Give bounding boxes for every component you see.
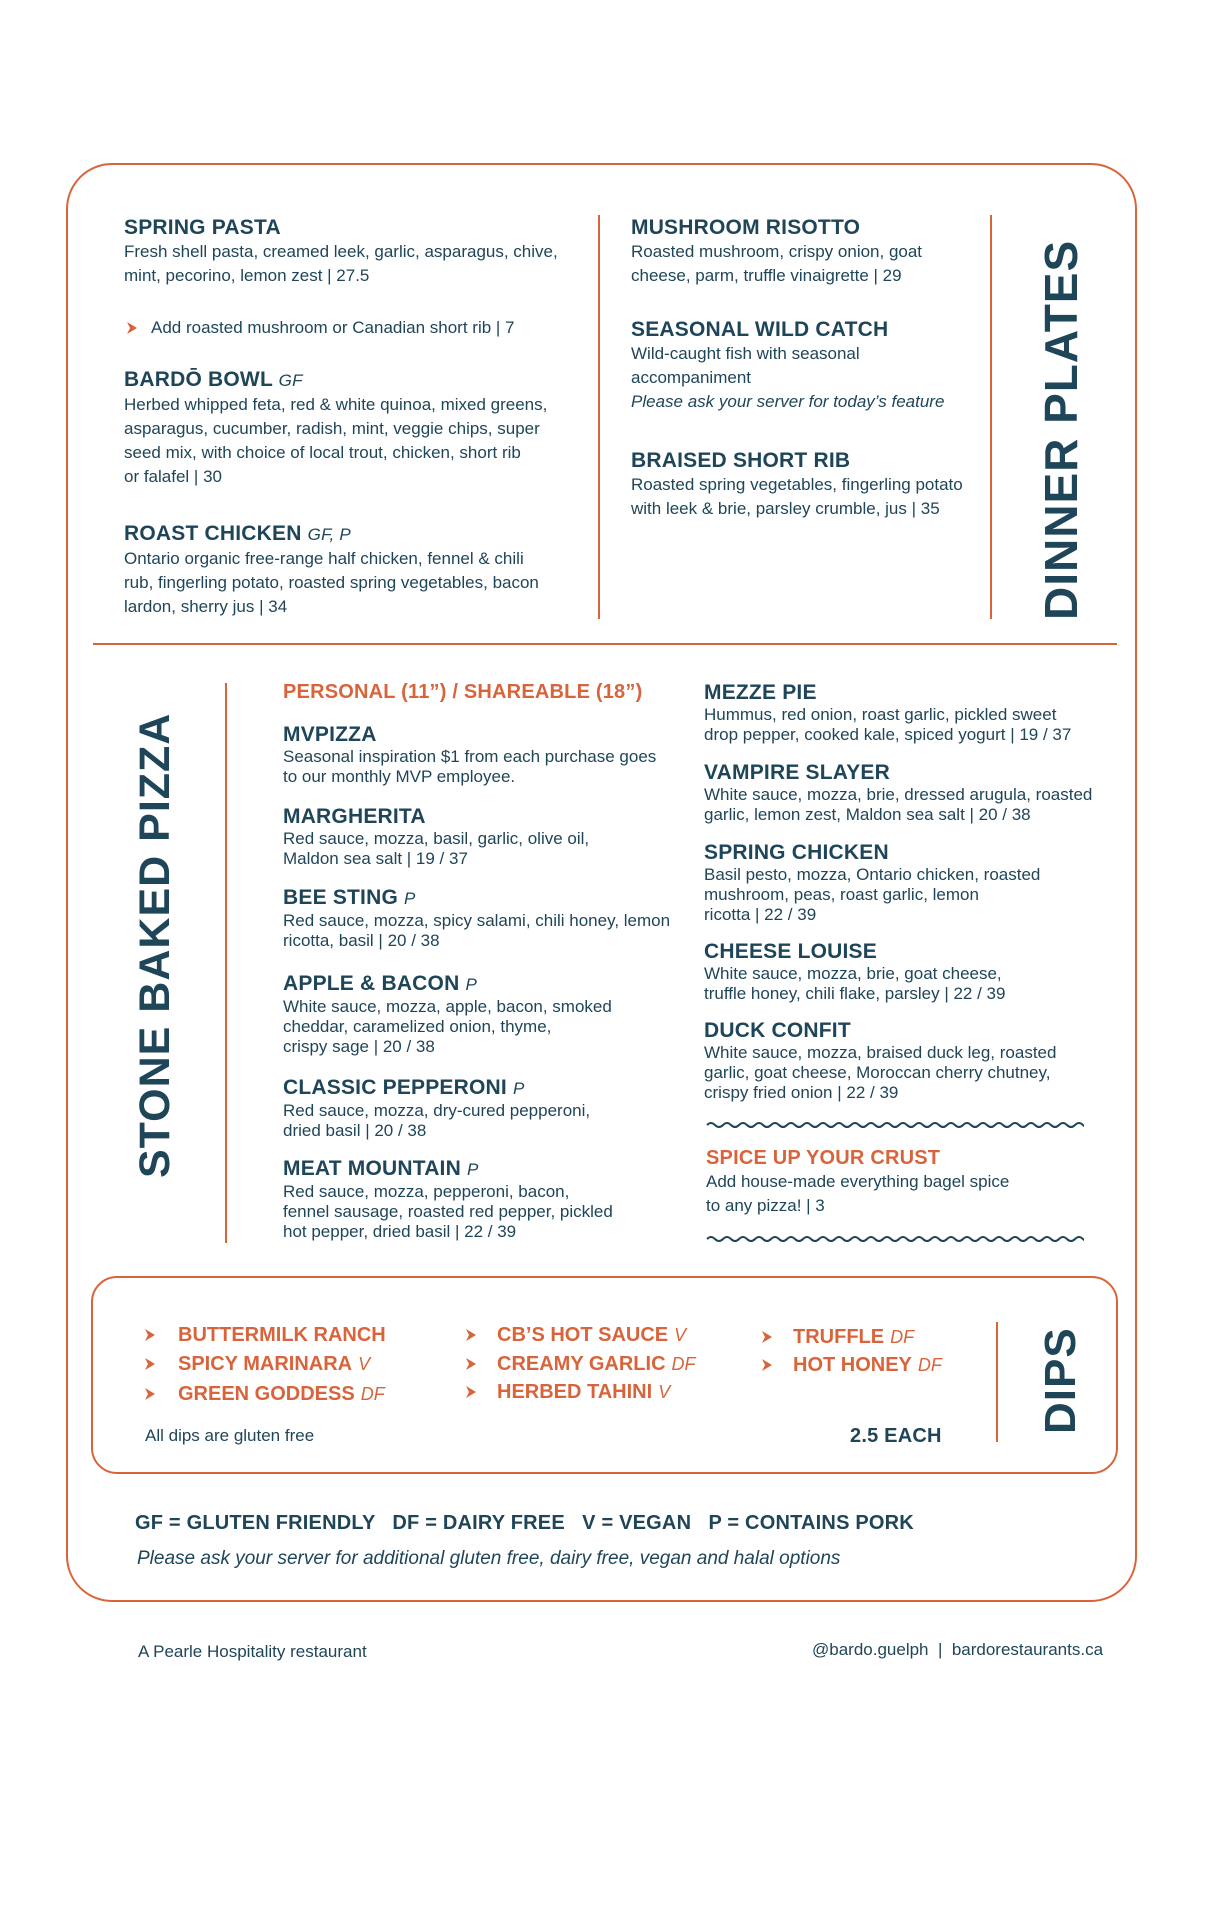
dish-title: MUSHROOM RISOTTO — [631, 216, 861, 239]
pizza-bee-sting — [283, 886, 683, 951]
dietary-tag: P — [404, 889, 416, 908]
pizza-title: DUCK CONFIT — [704, 1019, 851, 1042]
dish-title: SPRING PASTA — [124, 216, 281, 239]
dietary-tag: DF — [671, 1354, 696, 1374]
dietary-tag: V — [658, 1382, 671, 1402]
pizza-title — [283, 1076, 683, 1101]
pizza-title-text: CLASSIC PEPPERONI — [283, 1076, 507, 1099]
pizza-title: CHEESE LOUISE — [704, 940, 877, 963]
pizza-desc: White sauce, mozza, braised duck leg, roasted — [704, 1043, 1057, 1062]
dip-spicy-marinara — [178, 1353, 370, 1376]
pizza-desc: crispy sage | 20 / 38 — [283, 1037, 435, 1056]
dish-seasonal-wild-catch — [631, 318, 986, 414]
pizza-desc: crispy fried onion | 22 / 39 — [704, 1083, 899, 1102]
pizza-desc: Basil pesto, mozza, Ontario chicken, roasted — [704, 865, 1041, 884]
dish-desc: or falafel | 30 — [124, 467, 222, 486]
pizza-desc: hot pepper, dried basil | 22 / 39 — [283, 1222, 517, 1241]
pizza-title: SPRING CHICKEN — [704, 841, 889, 864]
dip-name: HOT HONEY — [793, 1354, 912, 1376]
dip-name: BUTTERMILK RANCH — [178, 1324, 386, 1346]
dish-desc: with leek & brie, parsley crumble, jus | 35 — [631, 499, 940, 518]
dip-cbs-hot-sauce — [497, 1324, 686, 1347]
dip-buttermilk-ranch — [178, 1324, 386, 1347]
pizza-desc: ricotta, basil | 20 / 38 — [283, 931, 440, 950]
section-title-divider — [996, 1322, 998, 1442]
chevron-right-icon — [465, 1385, 477, 1399]
dietary-tag: GF, P — [307, 525, 351, 544]
chevron-right-icon — [465, 1357, 477, 1371]
dish-desc: Ontario organic free-range half chicken, fennel & chili — [124, 549, 524, 568]
dish-desc: seed mix, with choice of local trout, chicken, short rib — [124, 443, 521, 462]
dish-desc: Fresh shell pasta, creamed leek, garlic, asparagus, chive, — [124, 242, 558, 261]
dietary-tag: GF — [278, 371, 303, 390]
column-divider — [598, 215, 600, 619]
dish-desc: Roasted mushroom, crispy onion, goat — [631, 242, 923, 261]
pizza-desc: truffle honey, chili flake, parsley | 22 / 39 — [704, 984, 1006, 1003]
dish-bardo-bowl — [124, 368, 584, 489]
chevron-right-icon — [144, 1387, 156, 1401]
crust-addon — [706, 1146, 1086, 1218]
section-title-dips: DIPS — [1036, 1327, 1085, 1434]
chevron-right-icon — [144, 1357, 156, 1371]
dietary-tag: DF — [360, 1384, 385, 1404]
pizza-desc: White sauce, mozza, brie, goat cheese, — [704, 964, 1002, 983]
pizza-desc: Red sauce, mozza, basil, garlic, olive oil, — [283, 829, 590, 848]
dish-desc: accompaniment — [631, 368, 752, 387]
pizza-title — [283, 972, 683, 997]
dip-hot-honey — [793, 1354, 942, 1377]
pizza-classic-pepperoni — [283, 1076, 683, 1141]
dip-green-goddess — [178, 1383, 385, 1406]
dish-braised-short-rib — [631, 449, 986, 521]
pizza-desc: Maldon sea salt | 19 / 37 — [283, 849, 468, 868]
pizza-title-text: MEAT MOUNTAIN — [283, 1157, 461, 1180]
dish-desc: Herbed whipped feta, red & white quinoa, mixed greens, — [124, 395, 548, 414]
dip-herbed-tahini — [497, 1381, 670, 1404]
pizza-title-text: APPLE & BACON — [283, 972, 460, 995]
dish-desc: lardon, sherry jus | 34 — [124, 597, 288, 616]
pizza-desc: fennel sausage, roasted red pepper, pickled — [283, 1202, 613, 1221]
pizza-margherita — [283, 805, 683, 869]
section-title-dinner: DINNER PLATES — [1035, 239, 1087, 620]
dish-title: BRAISED SHORT RIB — [631, 449, 851, 472]
pizza-vampire-slayer — [704, 761, 1104, 825]
dish-title — [124, 368, 584, 393]
chevron-right-icon — [144, 1328, 156, 1342]
dish-desc: cheese, parm, truffle vinaigrette | 29 — [631, 266, 902, 285]
pizza-desc: White sauce, mozza, brie, dressed arugula, roasted — [704, 785, 1093, 804]
dish-desc: Wild-caught fish with seasonal — [631, 344, 860, 363]
dietary-tag: P — [513, 1079, 525, 1098]
pizza-desc: ricotta | 22 / 39 — [704, 905, 817, 924]
dietary-tag: DF — [917, 1355, 942, 1375]
footer-restaurant-group: A Pearle Hospitality restaurant — [138, 1642, 367, 1661]
dish-mushroom-risotto — [631, 216, 986, 288]
dish-desc: asparagus, cucumber, radish, mint, veggie chips, super — [124, 419, 540, 438]
dish-title — [124, 522, 584, 547]
pizza-desc: Hummus, red onion, roast garlic, pickled sweet — [704, 705, 1057, 724]
dietary-tag: V — [674, 1325, 687, 1345]
pizza-duck-confit — [704, 1019, 1104, 1103]
dietary-tag: P — [467, 1160, 479, 1179]
dish-title-text: ROAST CHICKEN — [124, 522, 302, 545]
footer-contact: @bardo.guelph | bardorestaurants.ca — [812, 1640, 1104, 1659]
wave-divider-bottom — [706, 1232, 1084, 1246]
pizza-title — [283, 1157, 683, 1182]
pizza-desc: garlic, goat cheese, Moroccan cherry chutney, — [704, 1063, 1051, 1082]
pizza-desc: drop pepper, cooked kale, spiced yogurt | 19 / 37 — [704, 725, 1072, 744]
add-on-note: Add roasted mushroom or Canadian short rib | 7 — [151, 318, 515, 337]
dish-desc: mint, pecorino, lemon zest | 27.5 — [124, 266, 370, 285]
dip-name: SPICY MARINARA — [178, 1353, 353, 1375]
dish-roast-chicken — [124, 522, 584, 619]
section-title-divider — [225, 683, 227, 1243]
dips-note: All dips are gluten free — [145, 1426, 315, 1445]
dietary-note: Please ask your server for additional gluten free, dairy free, vegan and halal options — [137, 1548, 841, 1569]
dips-price: 2.5 EACH — [850, 1425, 942, 1447]
pizza-desc: Red sauce, mozza, pepperoni, bacon, — [283, 1182, 570, 1201]
chevron-right-icon — [126, 321, 138, 335]
crust-desc: to any pizza! | 3 — [706, 1196, 825, 1215]
dish-desc: Roasted spring vegetables, fingerling potato — [631, 475, 963, 494]
dip-name: HERBED TAHINI — [497, 1381, 653, 1403]
chevron-right-icon — [761, 1358, 773, 1372]
pizza-sizes: PERSONAL (11”) / SHAREABLE (18”) — [283, 681, 643, 703]
pizza-spring-chicken — [704, 841, 1104, 925]
dip-name: CB’S HOT SAUCE — [497, 1324, 669, 1346]
pizza-desc: garlic, lemon zest, Maldon sea salt | 20 / 38 — [704, 805, 1031, 824]
pizza-desc: Red sauce, mozza, spicy salami, chili honey, lemon — [283, 911, 671, 930]
pizza-mezze-pie — [704, 681, 1104, 745]
pizza-title: MARGHERITA — [283, 805, 426, 828]
chevron-right-icon — [761, 1330, 773, 1344]
pizza-desc: cheddar, caramelized onion, thyme, — [283, 1017, 552, 1036]
dip-creamy-garlic — [497, 1353, 696, 1376]
dish-title: SEASONAL WILD CATCH — [631, 318, 889, 341]
pizza-desc: dried basil | 20 / 38 — [283, 1121, 427, 1140]
pizza-apple-bacon — [283, 972, 683, 1057]
pizza-mvpizza — [283, 723, 683, 787]
pizza-title: VAMPIRE SLAYER — [704, 761, 891, 784]
dietary-tag: DF — [890, 1327, 915, 1347]
dish-title-text: BARDŌ BOWL — [124, 368, 273, 391]
pizza-desc: to our monthly MVP employee. — [283, 767, 516, 786]
dish-desc: Please ask your server for today’s feature — [631, 392, 945, 411]
crust-desc: Add house-made everything bagel spice — [706, 1172, 1010, 1191]
dish-desc: rub, fingerling potato, roasted spring vegetables, bacon — [124, 573, 539, 592]
pizza-title — [283, 886, 683, 911]
dip-name: GREEN GODDESS — [178, 1383, 355, 1405]
wave-divider-top — [706, 1118, 1084, 1132]
dietary-tag: V — [358, 1354, 371, 1374]
dip-name: CREAMY GARLIC — [497, 1353, 666, 1375]
section-divider — [93, 643, 1117, 645]
chevron-right-icon — [465, 1328, 477, 1342]
section-title-divider — [990, 215, 992, 619]
crust-title: SPICE UP YOUR CRUST — [706, 1147, 941, 1169]
pizza-desc: mushroom, peas, roast garlic, lemon — [704, 885, 979, 904]
dietary-legend: GF = GLUTEN FRIENDLY DF = DAIRY FREE V = VEGAN P = CONTAINS PORK — [135, 1512, 914, 1534]
pizza-desc: Seasonal inspiration $1 from each purchase goes — [283, 747, 657, 766]
dip-name: TRUFFLE — [793, 1326, 885, 1348]
pizza-title: MVPIZZA — [283, 723, 377, 746]
dietary-tag: P — [465, 975, 478, 994]
dish-spring-pasta — [124, 216, 584, 288]
section-title-pizza: STONE BAKED PIZZA — [131, 712, 179, 1178]
pizza-meat-mountain — [283, 1157, 683, 1242]
pizza-desc: Red sauce, mozza, dry-cured pepperoni, — [283, 1101, 591, 1120]
pizza-desc: White sauce, mozza, apple, bacon, smoked — [283, 997, 612, 1016]
pizza-title: MEZZE PIE — [704, 681, 817, 704]
pizza-title-text: BEE STING — [283, 886, 398, 909]
pizza-cheese-louise — [704, 940, 1104, 1004]
dip-truffle — [793, 1326, 914, 1349]
